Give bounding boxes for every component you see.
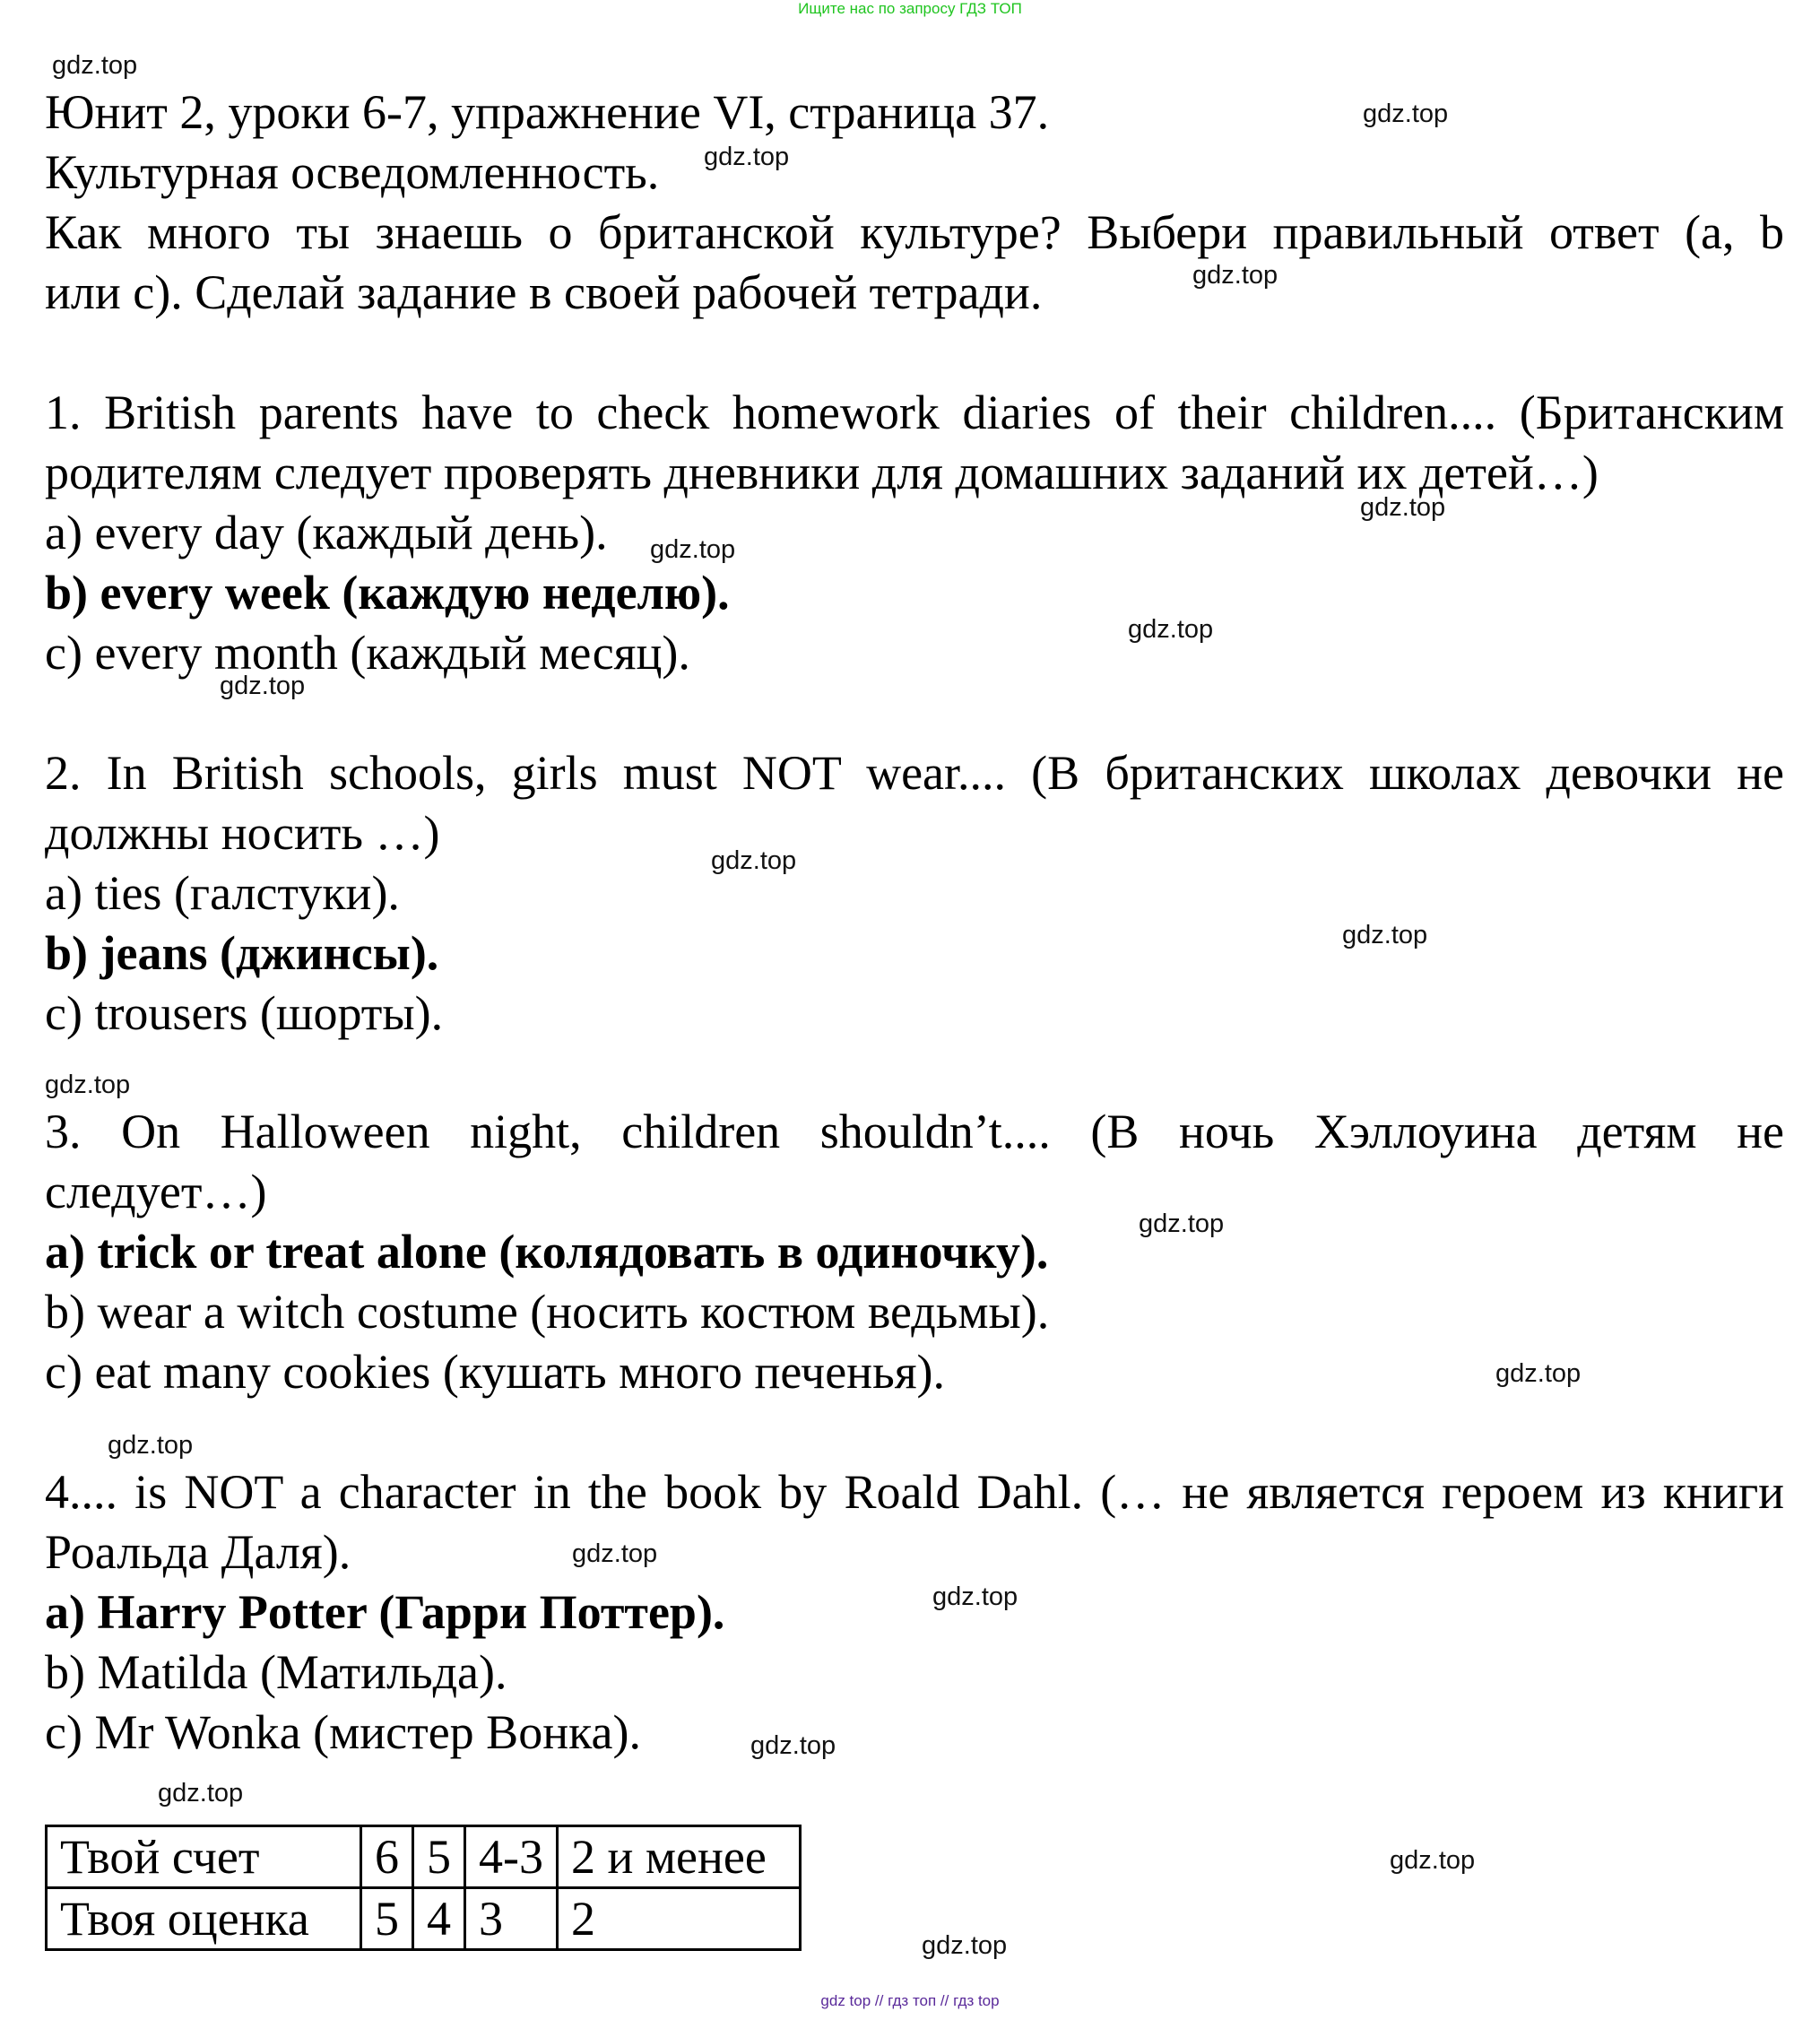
watermark: gdz.top — [711, 846, 797, 875]
table-row-score — [47, 1826, 801, 1888]
watermark: gdz.top — [1192, 261, 1278, 290]
question-4-option-b: b) Matilda (Матильда). — [45, 1645, 507, 1699]
table-cell: 4 — [413, 1888, 465, 1950]
watermark: gdz.top — [108, 1431, 194, 1460]
question-2-option-b-correct: b) jeans (джинсы). — [45, 926, 439, 980]
table-row-grade — [47, 1888, 801, 1950]
watermark: gdz.top — [45, 1071, 131, 1099]
table-cell: 5 — [361, 1888, 413, 1950]
search-banner: Ищите нас по запросу ГДЗ ТОП — [798, 0, 1022, 17]
question-3-option-c: c) eat many cookies (кушать много печенья). — [45, 1345, 946, 1399]
question-4-text: 4.... is NOT a character in the book by Roald Dahl. (… не является героем из книги — [45, 1465, 1784, 1519]
question-2-translation: должны носить …) — [45, 806, 440, 860]
watermark: gdz.top — [1342, 921, 1428, 949]
watermark: gdz.top — [704, 143, 790, 171]
question-1-option-c: c) every month (каждый месяц). — [45, 626, 690, 680]
watermark: gdz.top — [1363, 100, 1449, 128]
table-cell: 3 — [465, 1888, 558, 1950]
question-1-translation: родителям следует проверять дневники для домашних заданий их детей…) — [45, 446, 1599, 499]
watermark: gdz.top — [750, 1731, 836, 1760]
question-1-option-a: a) every day (каждый день). — [45, 506, 608, 559]
question-1-option-b-correct: b) every week (каждую неделю). — [45, 566, 730, 620]
question-4-option-a-correct: a) Harry Potter (Гарри Поттер). — [45, 1585, 725, 1639]
question-3-text: 3. On Halloween night, children shouldn’t.... (В ночь Хэллоуина детям не — [45, 1105, 1784, 1158]
question-4-translation: Роальда Даля). — [45, 1525, 351, 1579]
table-cell: 4-3 — [465, 1826, 558, 1888]
question-2-option-a: a) ties (галстуки). — [45, 866, 400, 920]
question-2-text: 2. In British schools, girls must NOT wear.... (В британских школах девочки не — [45, 746, 1784, 800]
question-1-text: 1. British parents have to check homework diaries of their children.... (Британским — [45, 386, 1784, 439]
watermark: gdz.top — [932, 1582, 1018, 1611]
watermark: gdz.top — [650, 535, 736, 564]
watermark: gdz.top — [1139, 1209, 1225, 1238]
table-cell: 2 и менее — [557, 1826, 800, 1888]
instruction-line-2: или c). Сделай задание в своей рабочей тетради. — [45, 265, 1043, 319]
footer-links: gdz top // гдз топ // гдз top — [820, 1992, 1000, 2009]
watermark: gdz.top — [1128, 615, 1214, 644]
watermark: gdz.top — [52, 51, 138, 80]
section-subtitle: Культурная осведомленность. — [45, 145, 660, 199]
question-3-option-b: b) wear a witch costume (носить костюм ведьмы). — [45, 1285, 1050, 1339]
watermark: gdz.top — [1390, 1846, 1476, 1875]
score-table — [45, 1825, 802, 1951]
watermark: gdz.top — [922, 1931, 1008, 1960]
table-cell: 6 — [361, 1826, 413, 1888]
table-cell: 5 — [413, 1826, 465, 1888]
watermark: gdz.top — [158, 1779, 244, 1808]
watermark: gdz.top — [220, 672, 306, 700]
question-2-option-c: c) trousers (шорты). — [45, 986, 444, 1040]
question-3-translation: следует…) — [45, 1165, 267, 1218]
question-3-option-a-correct: a) trick or treat alone (колядовать в одиночку). — [45, 1225, 1049, 1279]
table-cell: Твоя оценка — [47, 1888, 361, 1950]
table-cell: Твой счет — [47, 1826, 361, 1888]
question-4-option-c: c) Mr Wonka (мистер Вонка). — [45, 1705, 641, 1759]
watermark: gdz.top — [572, 1539, 658, 1568]
page-title: Юнит 2, уроки 6-7, упражнение VI, страница 37. — [45, 85, 1050, 139]
watermark: gdz.top — [1495, 1359, 1582, 1388]
instruction-line-1: Как много ты знаешь о британской культуре? Выбери правильный ответ (a, b — [45, 205, 1784, 259]
table-cell: 2 — [557, 1888, 800, 1950]
watermark: gdz.top — [1360, 493, 1446, 522]
